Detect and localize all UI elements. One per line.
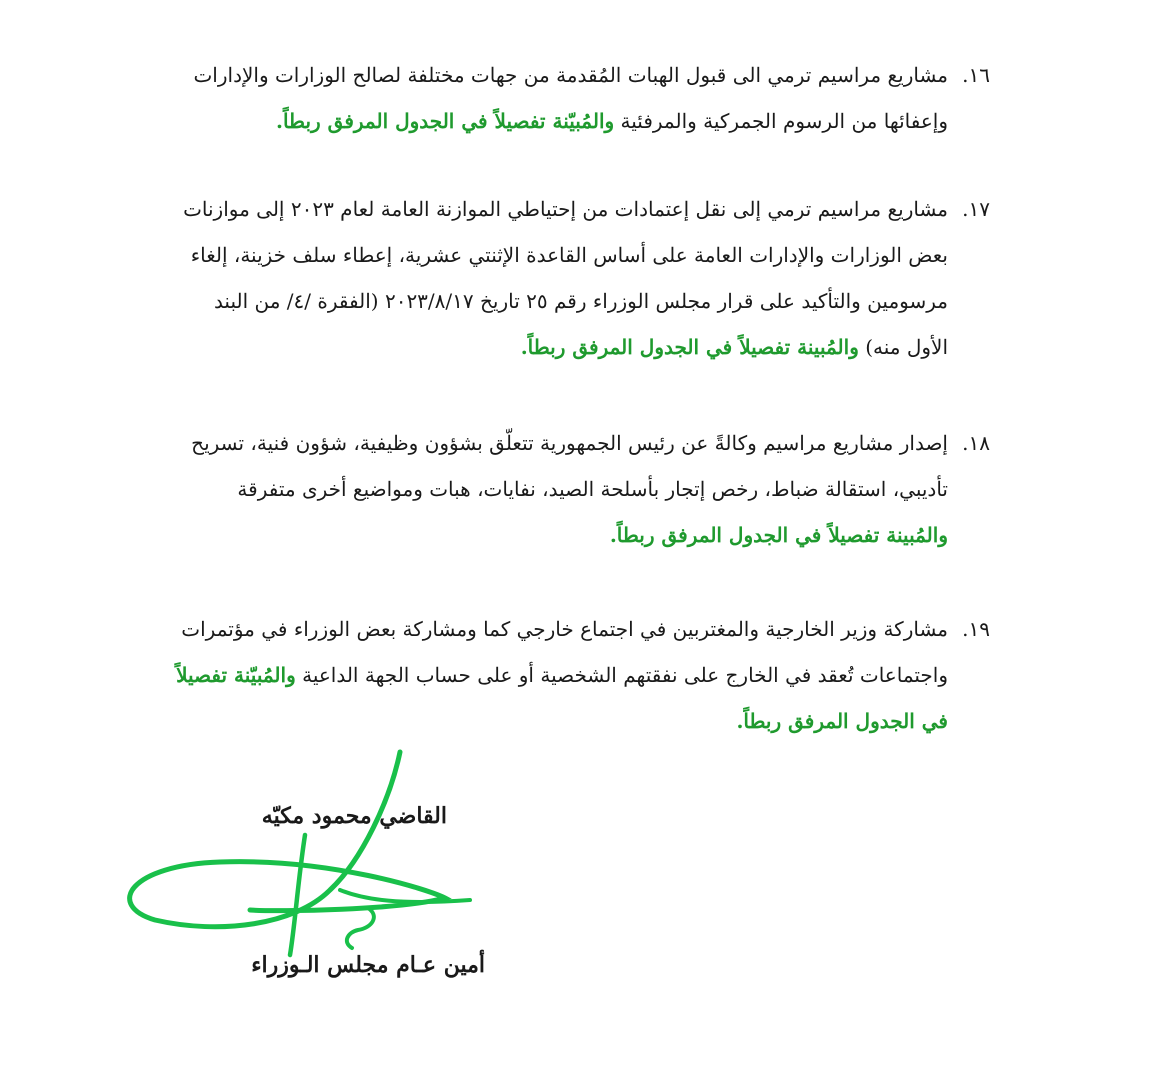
- decision-line: [100, 420, 990, 466]
- body-text: مشاركة وزير الخارجية والمغتربين في اجتماع خارجي كما ومشاركة بعض الوزراء في مؤتمرات: [181, 617, 948, 641]
- decision-line: [100, 606, 990, 652]
- item-number: ١٨.: [962, 431, 990, 455]
- body-text: مشاريع مراسيم ترمي إلى نقل إعتمادات من إحتياطي الموازنة العامة لعام ٢٠٢٣ إلى موازنات: [183, 197, 948, 221]
- signatory-title: أمين عـام مجلس الـوزراء: [251, 952, 485, 978]
- body-text: تأديبي، استقالة ضباط، رخص إتجار بأسلحة الصيد، نفايات، هبات ومواضيع أخرى متفرقة: [237, 477, 948, 501]
- body-text: واجتماعات تُعقد في الخارج على نفقتهم الشخصية أو على حساب الجهة الداعية: [295, 663, 948, 687]
- highlighted-text: والمُبينة تفصيلاً في الجدول المرفق ربطاً.: [520, 335, 859, 359]
- decision-line: [100, 98, 990, 144]
- item-number: ١٩.: [962, 617, 990, 641]
- decision-line: [100, 698, 990, 744]
- highlighted-text: والمُبيّنة تفصيلاً في الجدول المرفق ربطاً.: [276, 109, 615, 133]
- decision-line: [100, 324, 990, 370]
- decision-line: [100, 52, 990, 98]
- decision-item: [100, 52, 990, 144]
- highlighted-text: والمُبيّنة تفصيلاً: [176, 663, 296, 687]
- body-text: وإعفائها من الرسوم الجمركية والمرفئية: [614, 109, 948, 133]
- decision-line: [100, 186, 990, 232]
- item-number: ١٧.: [962, 197, 990, 221]
- body-text: مشاريع مراسيم ترمي الى قبول الهبات المُقدمة من جهات مختلفة لصالح الوزارات والإدارات: [193, 63, 948, 87]
- highlighted-text: والمُبينة تفصيلاً في الجدول المرفق ربطاً.: [609, 523, 948, 547]
- decision-item: [100, 606, 990, 744]
- decision-line: [100, 278, 990, 324]
- body-text: الأول منه): [858, 335, 948, 359]
- body-text: مرسومين والتأكيد على قرار مجلس الوزراء رقم ٢٥ تاريخ ٢٠٢٣/٨/١٧ (الفقرة /٤/ من البند: [213, 289, 948, 313]
- body-text: إصدار مشاريع مراسيم وكالةً عن رئيس الجمهورية تتعلّق بشؤون وظيفية، شؤون فنية، تسريح: [191, 431, 948, 455]
- decision-line: [100, 652, 990, 698]
- decision-line: [100, 466, 990, 512]
- body-text: بعض الوزارات والإدارات العامة على أساس القاعدة الإثنتي عشرية، إعطاء سلف خزينة، إلغاء: [190, 243, 948, 267]
- decision-line: [100, 512, 990, 558]
- highlighted-text: في الجدول المرفق ربطاً.: [736, 709, 948, 733]
- signatory-name: القاضي محمود مكيّه: [261, 803, 447, 829]
- decision-line: [100, 232, 990, 278]
- decision-item: [100, 420, 990, 558]
- item-number: ١٦.: [962, 63, 990, 87]
- decision-item: [100, 186, 990, 370]
- signature-scribble: [100, 740, 500, 980]
